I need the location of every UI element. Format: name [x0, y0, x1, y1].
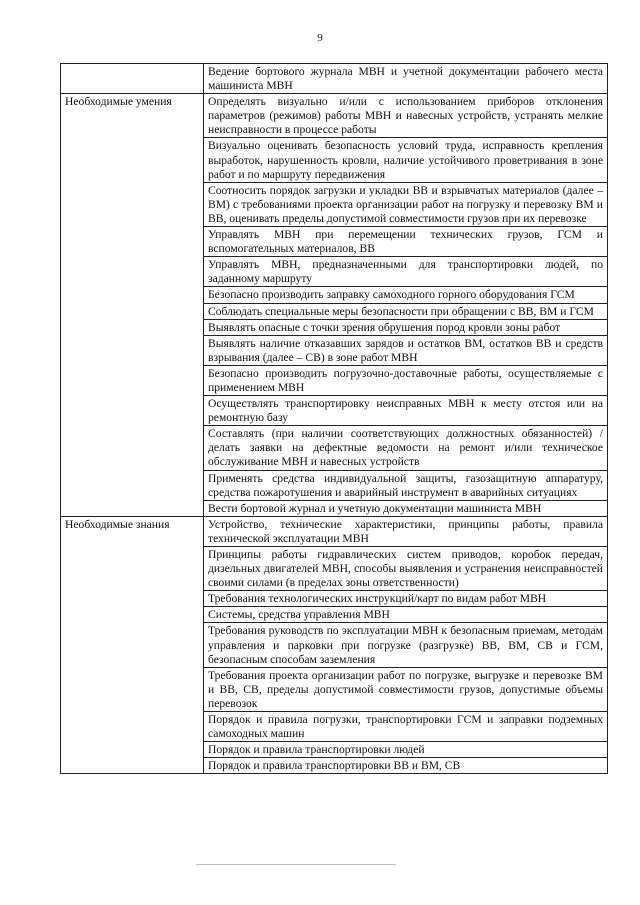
requirement-item: Соблюдать специальные меры безопасности при обращении с ВВ, ВМ и ГСМ: [204, 303, 608, 319]
requirement-item: Выявлять наличие отказавших зарядов и остатков ВМ, остатков ВВ и средств взрывания (далее – СВ) в зоне работ МВН: [204, 335, 608, 365]
requirement-item: Вести бортовой журнал и учетную документации машиниста МВН: [204, 500, 608, 516]
requirement-item: Порядок и правила транспортировки людей: [204, 742, 608, 758]
section-label: [61, 64, 204, 94]
requirement-item: Принципы работы гидравлических систем приводов, коробок передач, дизельных двигателей МВН, способы выявления и устранения неисправностей своими силами (в пределах зоны ответственности): [204, 547, 608, 591]
table-row: [61, 516, 608, 546]
requirement-item: Устройство, технические характеристики, принципы работы, правила технической эксплуатации МВН: [204, 516, 608, 546]
requirement-item: Соотносить порядок загрузки и укладки ВВ и взрывчатых материалов (далее – ВМ) с требованиями проекта организации работ на погрузку и перевозку ВМ и ВВ, оценивать пределы допустимой совместимости грузов при их перевозке: [204, 182, 608, 226]
table-row: [61, 64, 608, 94]
requirement-item: Порядок и правила погрузки, транспортировки ГСМ и заправки подземных самоходных машин: [204, 712, 608, 742]
requirements-table: [60, 63, 608, 774]
requirement-item: Осуществлять транспортировку неисправных МВН к месту отстоя или на ремонтную базу: [204, 396, 608, 426]
requirement-item: Требования проекта организации работ по погрузке, выгрузке и перевозке ВМ и ВВ, СВ, пределы допустимой совместимости грузов, допустимые объемы перевозок: [204, 667, 608, 711]
page-number: 9: [317, 32, 323, 44]
requirement-item: Составлять (при наличии соответствующих должностных обязанностей) / делать заявки на дефектные ведомости на ремонт и/или техническое обслуживание МВН и навесных устройств: [204, 426, 608, 470]
requirement-item: Требования технологических инструкций/карт по видам работ МВН: [204, 591, 608, 607]
section-label: Необходимые умения: [61, 94, 204, 517]
requirement-item: Управлять МВН при перемещении технических грузов, ГСМ и вспомогательных материалов, ВВ: [204, 227, 608, 257]
table-row: [61, 94, 608, 138]
requirement-item: Безопасно производить заправку самоходного горного оборудования ГСМ: [204, 287, 608, 303]
requirement-item: Безопасно производить погрузочно-доставочные работы, осуществляемые с применением МВН: [204, 365, 608, 395]
requirement-item: Требования руководств по эксплуатации МВН к безопасным приемам, методам управления и парковки при погрузке (разгрузке) ВВ, ВМ, СВ и ГСМ, безопасным способам заземления: [204, 623, 608, 667]
requirement-item: Применять средства индивидуальной защиты, газозащитную аппаратуру, средства пожаротушения и аварийный инструмент в аварийных ситуациях: [204, 470, 608, 500]
requirement-item: Системы, средства управления МВН: [204, 607, 608, 623]
requirement-item: Определять визуально и/или с использованием приборов отклонения параметров (режимов) работы МВН и навесных устройств, устранять мелкие неисправности в процессе работы: [204, 94, 608, 138]
scan-artifact-line: [196, 864, 396, 865]
requirement-item: Управлять МВН, предназначенными для транспортировки людей, по заданному маршруту: [204, 257, 608, 287]
requirement-item: Выявлять опасные с точки зрения обрушения пород кровли зоны работ: [204, 319, 608, 335]
requirement-item: Визуально оценивать безопасность условий труда, исправность крепления выработок, нарушенность кровли, наличие устойчивого проветривания в зоне работ и по маршруту передвижения: [204, 138, 608, 182]
requirement-item: Ведение бортового журнала МВН и учетной документации рабочего места машиниста МВН: [204, 64, 608, 94]
section-label: Необходимые знания: [61, 516, 204, 774]
requirement-item: Порядок и правила транспортировки ВВ и ВМ, СВ: [204, 758, 608, 774]
